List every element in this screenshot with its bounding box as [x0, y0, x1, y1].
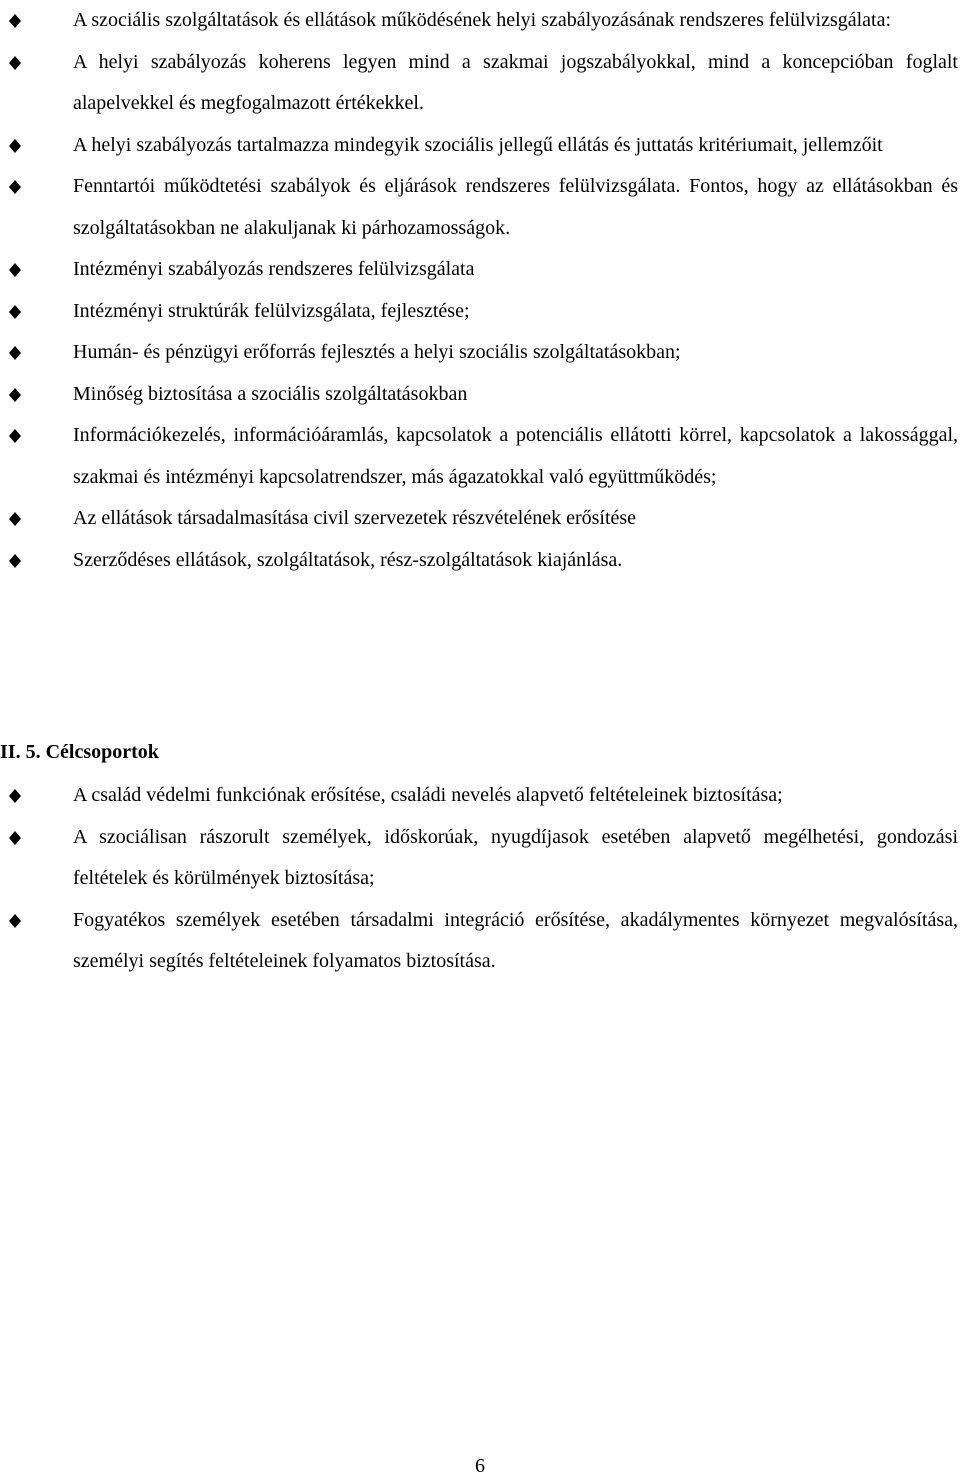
list-item-text: A helyi szabályozás koherens legyen mind a szakmai jogszabályokkal, mind a koncepcióban foglalt alapelvekkel és megfogalmazott értékekkel. — [73, 50, 958, 114]
diamond-bullet-icon — [8, 429, 22, 443]
list-item-text: Szerződéses ellátások, szolgáltatások, rész-szolgáltatások kiajánlása. — [73, 548, 623, 571]
diamond-bullet-icon — [8, 789, 22, 803]
diamond-bullet-icon — [8, 346, 22, 360]
diamond-bullet-icon — [8, 388, 22, 402]
list-item-text: A helyi szabályozás tartalmazza mindegyik szociális jellegű ellátás és juttatás kritériumait, jellemzőit — [73, 133, 883, 156]
diamond-bullet-icon — [8, 305, 22, 319]
list-item — [0, 125, 960, 167]
list-item-text: Intézményi szabályozás rendszeres felülvizsgálata — [73, 258, 475, 280]
list-item-text: Információkezelés, információáramlás, kapcsolatok a potenciális ellátotti körrel, kapcsolatok a lakossággal, szakmai és intézményi kapcsolatrendszer, más ágazatokkal való együttműködés; — [73, 424, 958, 488]
diamond-bullet-icon — [8, 512, 22, 526]
bullet-list-target-groups — [0, 775, 960, 983]
list-item-text: Minőség biztosítása a szociális szolgáltatásokban — [73, 382, 468, 405]
list-item — [0, 291, 960, 333]
diamond-bullet-icon — [8, 263, 22, 277]
list-item — [0, 374, 960, 416]
list-item-text: A család védelmi funkciónak erősítése, családi nevelés alapvető feltételeinek biztosítása; — [73, 784, 783, 806]
list-item — [0, 249, 960, 291]
diamond-bullet-icon — [8, 180, 22, 194]
list-item — [0, 817, 960, 900]
diamond-bullet-icon — [8, 56, 22, 70]
diamond-bullet-icon — [8, 554, 22, 568]
list-item — [0, 332, 960, 374]
diamond-bullet-icon — [8, 14, 22, 28]
list-item — [0, 166, 960, 249]
list-item — [0, 775, 960, 817]
list-item — [0, 540, 960, 582]
list-item — [0, 0, 960, 42]
bullet-list-regulation — [0, 0, 960, 581]
list-item — [0, 498, 960, 540]
list-item-text: Az ellátások társadalmasítása civil szervezetek részvételének erősítése — [73, 507, 637, 529]
list-item-text: Humán- és pénzügyi erőforrás fejlesztés a helyi szociális szolgáltatásokban; — [73, 341, 681, 363]
list-item — [0, 42, 960, 125]
diamond-bullet-icon — [8, 831, 22, 845]
list-item-text: Intézményi struktúrák felülvizsgálata, fejlesztése; — [73, 299, 470, 322]
list-item — [0, 415, 960, 498]
section-heading: II. 5. Célcsoportok — [0, 741, 159, 763]
diamond-bullet-icon — [8, 914, 22, 928]
diamond-bullet-icon — [8, 139, 22, 153]
page-number: 6 — [475, 1455, 485, 1477]
list-item-text: A szociális szolgáltatások és ellátások működésének helyi szabályozásának rendszeres felülvizsgálata: — [73, 9, 892, 31]
list-item-text: A szociálisan rászorult személyek, időskorúak, nyugdíjasok esetében alapvető megélhetési, gondozási feltételek és körülmények biztosítása; — [73, 825, 958, 889]
list-item — [0, 900, 960, 983]
list-item-text: Fogyatékos személyek esetében társadalmi integráció erősítése, akadálymentes környezet megvalósítása, személyi segítés feltételeinek folyamatos biztosítása. — [73, 908, 958, 972]
list-item-text: Fenntartói működtetési szabályok és eljárások rendszeres felülvizsgálata. Fontos, hogy az ellátásokban és szolgáltatásokban ne alakuljanak ki párhozamosságok. — [73, 175, 958, 239]
